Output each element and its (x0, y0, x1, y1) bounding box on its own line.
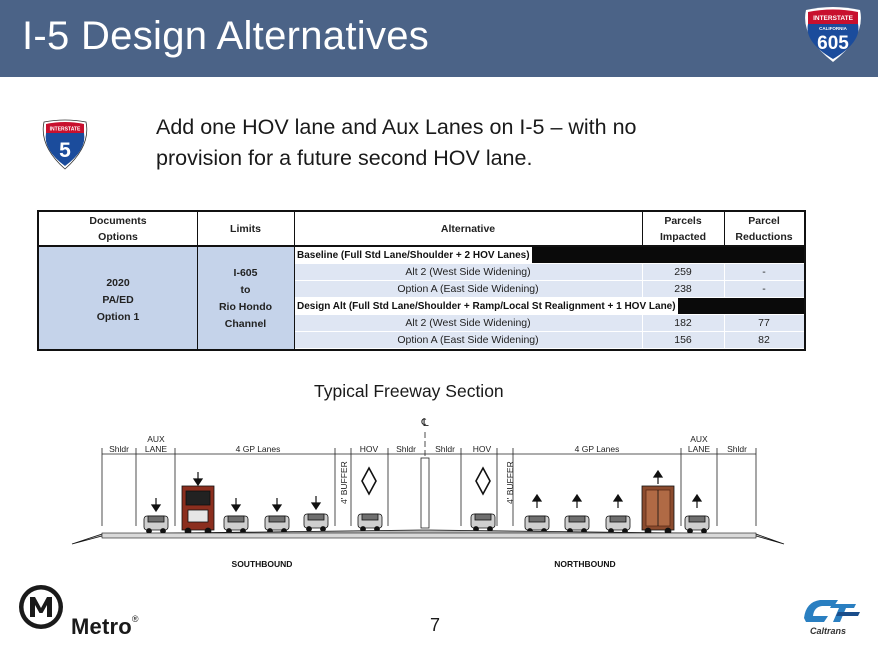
table-row (294, 314, 804, 331)
car-icon (565, 516, 589, 534)
sb-aux-label-2: LANE (144, 444, 168, 454)
sb-gp-label: 4 GP Lanes (235, 444, 281, 454)
shield-605-sub: CALIFORNIA (819, 26, 847, 31)
truck-icon (642, 486, 674, 534)
nb-hov-label: HOV (472, 444, 492, 454)
nb-aux-label-2: LANE (687, 444, 711, 454)
table-divider (642, 212, 643, 247)
centerline-symbol: ℄ (421, 416, 429, 429)
freeway-cross-section (66, 412, 796, 580)
headline (156, 112, 716, 174)
sb-hov-label: HOV (359, 444, 379, 454)
nb-aux-label-1: AUX (690, 434, 708, 444)
baseline-band-label: Baseline (Full Std Lane/Shoulder + 2 HOV Lanes) (295, 247, 532, 263)
car-icon (265, 516, 289, 534)
car-icon (144, 516, 168, 534)
table-row (294, 331, 804, 348)
header-alternative: Alternative (440, 222, 496, 235)
table-divider (294, 212, 295, 349)
title-bar (0, 0, 878, 77)
table-divider (724, 212, 725, 247)
sb-inner-shoulder-label: Shldr (396, 444, 416, 454)
table-divider (642, 263, 643, 298)
row-alternative: Option A (East Side Widening) (397, 283, 539, 295)
row-alternative: Alt 2 (West Side Widening) (405, 266, 531, 278)
table-divider (642, 314, 643, 349)
interstate-5-shield-icon (40, 119, 90, 171)
car-icon (358, 514, 382, 532)
header-parcels-impacted: Parcels Impacted (659, 214, 707, 243)
table-divider (724, 263, 725, 298)
car-icon (685, 516, 709, 534)
pavement-base (102, 533, 756, 538)
southbound-label: SOUTHBOUND (231, 559, 293, 569)
alternatives-table (37, 210, 806, 351)
car-icon (304, 514, 328, 532)
baseline-band (294, 247, 804, 263)
nb-hov-diamond-icon (476, 468, 490, 494)
row-reductions: 77 (758, 317, 770, 329)
table-row (294, 280, 804, 297)
northbound-label: NORTHBOUND (554, 559, 616, 569)
design-band-label: Design Alt (Full Std Lane/Shoulder + Ramp/Local St Realignment + 1 HOV Lane) (295, 298, 678, 314)
header-parcel-reductions: Parcel Reductions (735, 214, 793, 243)
row-parcels: 156 (674, 334, 692, 346)
metro-logo-icon (18, 584, 64, 630)
row-parcels: 238 (674, 283, 692, 295)
row-reductions: - (762, 266, 766, 278)
nb-inner-shoulder-label: Shldr (435, 444, 455, 454)
sb-aux-label-1: AUX (147, 434, 165, 444)
shield-5-label: INTERSTATE (49, 126, 81, 133)
caltrans-wordmark: Caltrans (809, 626, 847, 636)
headline-line-2: provision for a future second HOV lane. (156, 146, 533, 170)
limits-cell: I-605 to Rio Hondo Channel (218, 267, 273, 330)
northbound-arrows (533, 471, 701, 508)
median-barrier (421, 458, 429, 528)
shield-605-label: INTERSTATE (813, 15, 853, 22)
row-parcels: 259 (674, 266, 692, 278)
truck-icon (182, 486, 214, 534)
row-alternative: Option A (East Side Widening) (397, 334, 539, 346)
row-reductions: 82 (758, 334, 770, 346)
table-row (294, 263, 804, 280)
nb-buffer-label: 4' BUFFER (505, 461, 515, 504)
documents-cell: 2020 PA/ED Option 1 (96, 276, 140, 323)
headline-line-1: Add one HOV lane and Aux Lanes on I-5 – with no (156, 115, 637, 139)
car-icon (606, 516, 630, 534)
header-documents: Documents Options (89, 214, 147, 243)
metro-wordmark: Metro® (71, 614, 139, 639)
nb-shoulder-label: Shldr (727, 444, 747, 454)
row-reductions: - (762, 283, 766, 295)
shield-5-number: 5 (59, 139, 71, 162)
caltrans-logo-icon (798, 590, 862, 638)
car-icon (224, 516, 248, 534)
design-band (294, 298, 804, 314)
shield-605-number: 605 (817, 33, 849, 54)
table-header-row (39, 212, 804, 247)
section-title: Typical Freeway Section (314, 381, 504, 401)
sb-buffer-label: 4' BUFFER (339, 461, 349, 504)
slide-title: I-5 Design Alternatives (22, 14, 430, 58)
nb-gp-label: 4 GP Lanes (574, 444, 620, 454)
sb-shoulder-label: Shldr (109, 444, 129, 454)
row-alternative: Alt 2 (West Side Widening) (405, 317, 531, 329)
header-limits: Limits (230, 222, 261, 235)
car-icon (471, 514, 495, 532)
row-parcels: 182 (674, 317, 692, 329)
table-divider (197, 212, 198, 349)
page-number: 7 (430, 615, 441, 635)
table-divider (724, 314, 725, 349)
interstate-605-shield-icon (800, 6, 866, 64)
sb-hov-diamond-icon (362, 468, 376, 494)
southbound-arrows (152, 472, 320, 511)
